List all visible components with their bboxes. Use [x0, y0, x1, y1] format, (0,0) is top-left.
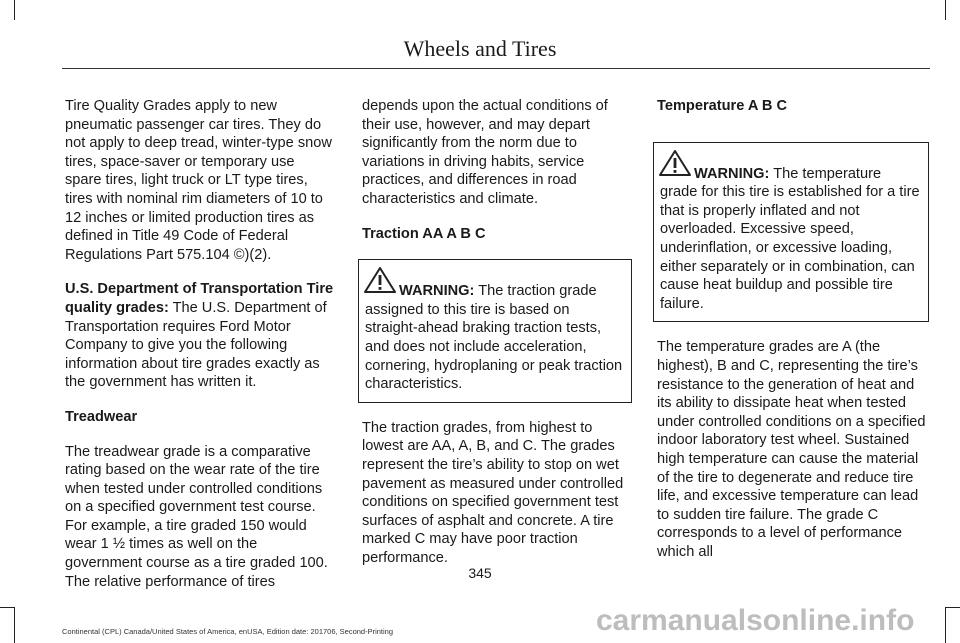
warning-text: The traction grade assigned to this tire is based on straight-ahead braking traction tests, and does not include acceleration, cornering, hydroplaning or peak traction characteristics.	[365, 283, 623, 393]
column-2	[362, 97, 632, 583]
column-1	[65, 97, 335, 607]
page-title: Wheels and Tires	[403, 36, 557, 61]
warning-label: WARNING:	[694, 165, 770, 182]
watermark: carmanualsonline.info	[596, 604, 915, 637]
warning-text: The temperature grade for this tire is established for a tire that is properly inflated and not overloaded. Excessive speed, underinflation, or excessive loading, either separately or in combination, can cause heat buildup and possible tire failure.	[660, 165, 920, 312]
usdot-body: The U.S. Department of Transportation requires Ford Motor Company to give you the following information about tire grades exactly as the government has written it.	[65, 299, 327, 391]
warning-label: WARNING:	[399, 283, 475, 300]
temperature-paragraph: The temperature grades are A (the highest), B and C, representing the tire’s resistance to the generation of heat and its ability to dissipate heat when tested under controlled conditions on a specified indoor laboratory test wheel. Sustained high temperature can cause the material of the tire to degenerate and reduce tire life, and excessive temperature can lead to sudden tire failure. The grade C corresponds to a level of performance which all	[657, 339, 926, 560]
header-rule	[62, 68, 930, 69]
treadwear-heading: Treadwear	[65, 408, 138, 425]
column-3	[657, 97, 929, 577]
traction-paragraph: The traction grades, from highest to lowest are AA, A, B, and C. The grades represent the tire’s ability to stop on wet pavement as measured under controlled conditions on specified government test surfaces of asphalt and concrete. A tire marked C may have poor traction performance.	[362, 419, 624, 566]
temperature-warning-box	[653, 142, 929, 323]
edition-footer: Continental (CPL) Canada/United States of America, enUSA, Edition date: 201706, Second-Printing	[62, 627, 394, 636]
temperature-heading: Temperature A B C	[657, 98, 788, 114]
intro-paragraph: Tire Quality Grades apply to new pneumatic passenger car tires. They do not apply to deep tread, winter-type snow tires, space-saver or temporary use spare tires, light truck or LT type tires, tires with nominal rim diameters of 10 to 12 inches or limited production tires as defined in Title 49 Code of Federal Regulations Part 575.104 ©)(2).	[65, 98, 332, 263]
crop-mark	[946, 607, 960, 608]
traction-warning-box	[358, 259, 632, 403]
crop-mark	[0, 607, 14, 608]
page-number: 345	[468, 565, 492, 581]
usdot-paragraph	[65, 280, 335, 392]
warning-triangle-icon	[363, 266, 397, 294]
usdot-heading: U.S. Department of Transportation Tire quality grades:	[65, 281, 334, 316]
warning-triangle-icon	[658, 149, 692, 177]
crop-mark	[14, 0, 15, 20]
conditions-paragraph: depends upon the actual conditions of their use, however, and may depart significantly from the norm due to variations in driving habits, service practices, and differences in road characteristics and climate.	[362, 98, 608, 207]
traction-heading: Traction AA A B C	[362, 225, 486, 242]
crop-mark	[945, 0, 946, 20]
treadwear-paragraph: The treadwear grade is a comparative rating based on the wear rate of the tire when tested under controlled conditions on a specified government test course. For example, a tire graded 150 would wear 1 ½ times as well on the government course as a tire graded 100. The relative performance of tires	[65, 443, 328, 590]
crop-mark	[945, 607, 946, 643]
crop-mark	[14, 607, 15, 643]
